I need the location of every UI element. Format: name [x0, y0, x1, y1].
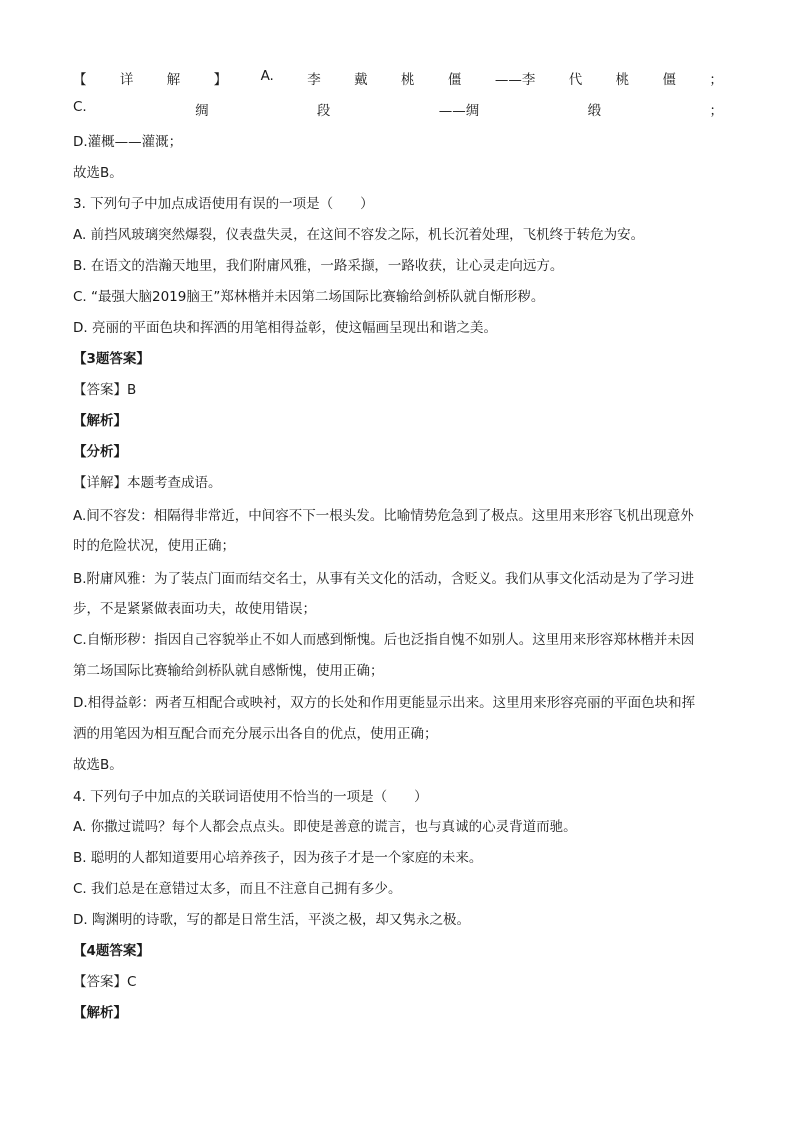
- q3-option-d: D. 亮丽的平面色块和挥洒的用笔相得益彰，使这幅画呈现出和谐之美。: [73, 320, 497, 336]
- q3-option-b: B. 在语文的浩瀚天地里，我们附庸风雅，一路采撷，一路收获，让心灵走向远方。: [73, 258, 564, 274]
- option-label: C.: [73, 99, 87, 115]
- prev-option-d: D.灌概——灌溉；: [73, 134, 183, 150]
- q3-analysis: 【解析】: [73, 413, 127, 429]
- q3-conclusion: 故选B。: [73, 757, 123, 773]
- prev-row-1: [73, 68, 723, 88]
- text-char: 僵: [662, 72, 676, 88]
- q3-stem: 3. 下列句子中加点成语使用有误的一项是（ ）: [73, 196, 374, 212]
- q3-detail-line: 时的危险状况，使用正确；: [73, 538, 235, 554]
- q3-answer: 【答案】B: [73, 382, 137, 398]
- option-label: A.: [260, 68, 274, 84]
- q3-detail-line: B.附庸风雅：为了装点门面而结交名士，从事有关文化的活动，含贬义。我们从事文化活动是为了学习进: [73, 571, 695, 587]
- q3-detail-line: A.间不容发：相隔得非常近，中间容不下一根头发。比喻情势危急到了极点。这里用来形容飞机出现意外: [73, 508, 694, 524]
- text-char: 桃: [401, 72, 415, 88]
- text-char: 僵: [447, 72, 462, 88]
- q3-option-c: C. “最强大脑2019脑王”郑林楷并未因第二场国际比赛输给剑桥队就自惭形秽。: [73, 289, 545, 305]
- q3-option-a: A. 前挡风玻璃突然爆裂，仪表盘失灵，在这间不容发之际，机长沉着处理，飞机终于转危为安。: [73, 227, 645, 243]
- q4-option-d: D. 陶渊明的诗歌，写的都是日常生活，平淡之极，却又隽永之极。: [73, 912, 470, 928]
- text-char: 详: [119, 72, 134, 88]
- text-char: 代: [568, 72, 583, 88]
- bracket-open: 【: [73, 72, 87, 88]
- q4-stem: 4. 下列句子中加点的关联词语使用不恰当的一项是（ ）: [73, 789, 428, 805]
- q3-detail-line: C.自惭形秽：指因自己容貌举止不如人而感到惭愧。后也泛指自愧不如别人。这里用来形容郑林楷并未因: [73, 632, 695, 648]
- text-char: 缎: [587, 103, 602, 119]
- q4-option-a: A. 你撒过谎吗？每个人都会点点头。即使是善意的谎言，也与真诚的心灵背道而驰。: [73, 819, 577, 835]
- q4-answer-tag: 【4题答案】: [73, 943, 150, 959]
- q4-analysis: 【解析】: [73, 1005, 127, 1021]
- q4-option-c: C. 我们总是在意错过太多，而且不注意自己拥有多少。: [73, 881, 402, 897]
- q3-answer-tag: 【3题答案】: [73, 351, 150, 367]
- text-char: 段: [316, 103, 331, 119]
- text-char: 戴: [354, 72, 368, 88]
- q3-detail-intro: 【详解】本题考查成语。: [73, 475, 222, 491]
- text-char: 桃: [615, 72, 630, 88]
- q3-detail-line: D.相得益彰：两者互相配合或映衬，双方的长处和作用更能显示出来。这里用来形容亮丽的平面色块和挥: [73, 695, 696, 711]
- q4-answer: 【答案】C: [73, 974, 137, 990]
- prev-conclusion: 故选B。: [73, 165, 123, 181]
- text-char: ；: [709, 72, 723, 88]
- prev-row-2: [73, 99, 723, 119]
- q4-option-b: B. 聪明的人都知道要用心培养孩子，因为孩子才是一个家庭的未来。: [73, 850, 483, 866]
- text-char: ——绸: [438, 103, 480, 119]
- q3-detail-line: 洒的用笔因为相互配合而充分展示出各自的优点，使用正确；: [73, 726, 438, 742]
- text-char: 解: [166, 72, 181, 88]
- text-char: 李: [307, 72, 321, 88]
- q3-detail-line: 步，不是紧紧做表面功夫，故使用错误；: [73, 601, 316, 617]
- bracket-close: 】: [213, 72, 228, 88]
- q3-fenxi: 【分析】: [73, 444, 127, 460]
- text-char: ；: [709, 103, 723, 119]
- text-char: 绸: [195, 103, 209, 119]
- q3-detail-line: 第二场国际比赛输给剑桥队就自感惭愧，使用正确；: [73, 663, 384, 679]
- text-char: ——李: [494, 72, 536, 88]
